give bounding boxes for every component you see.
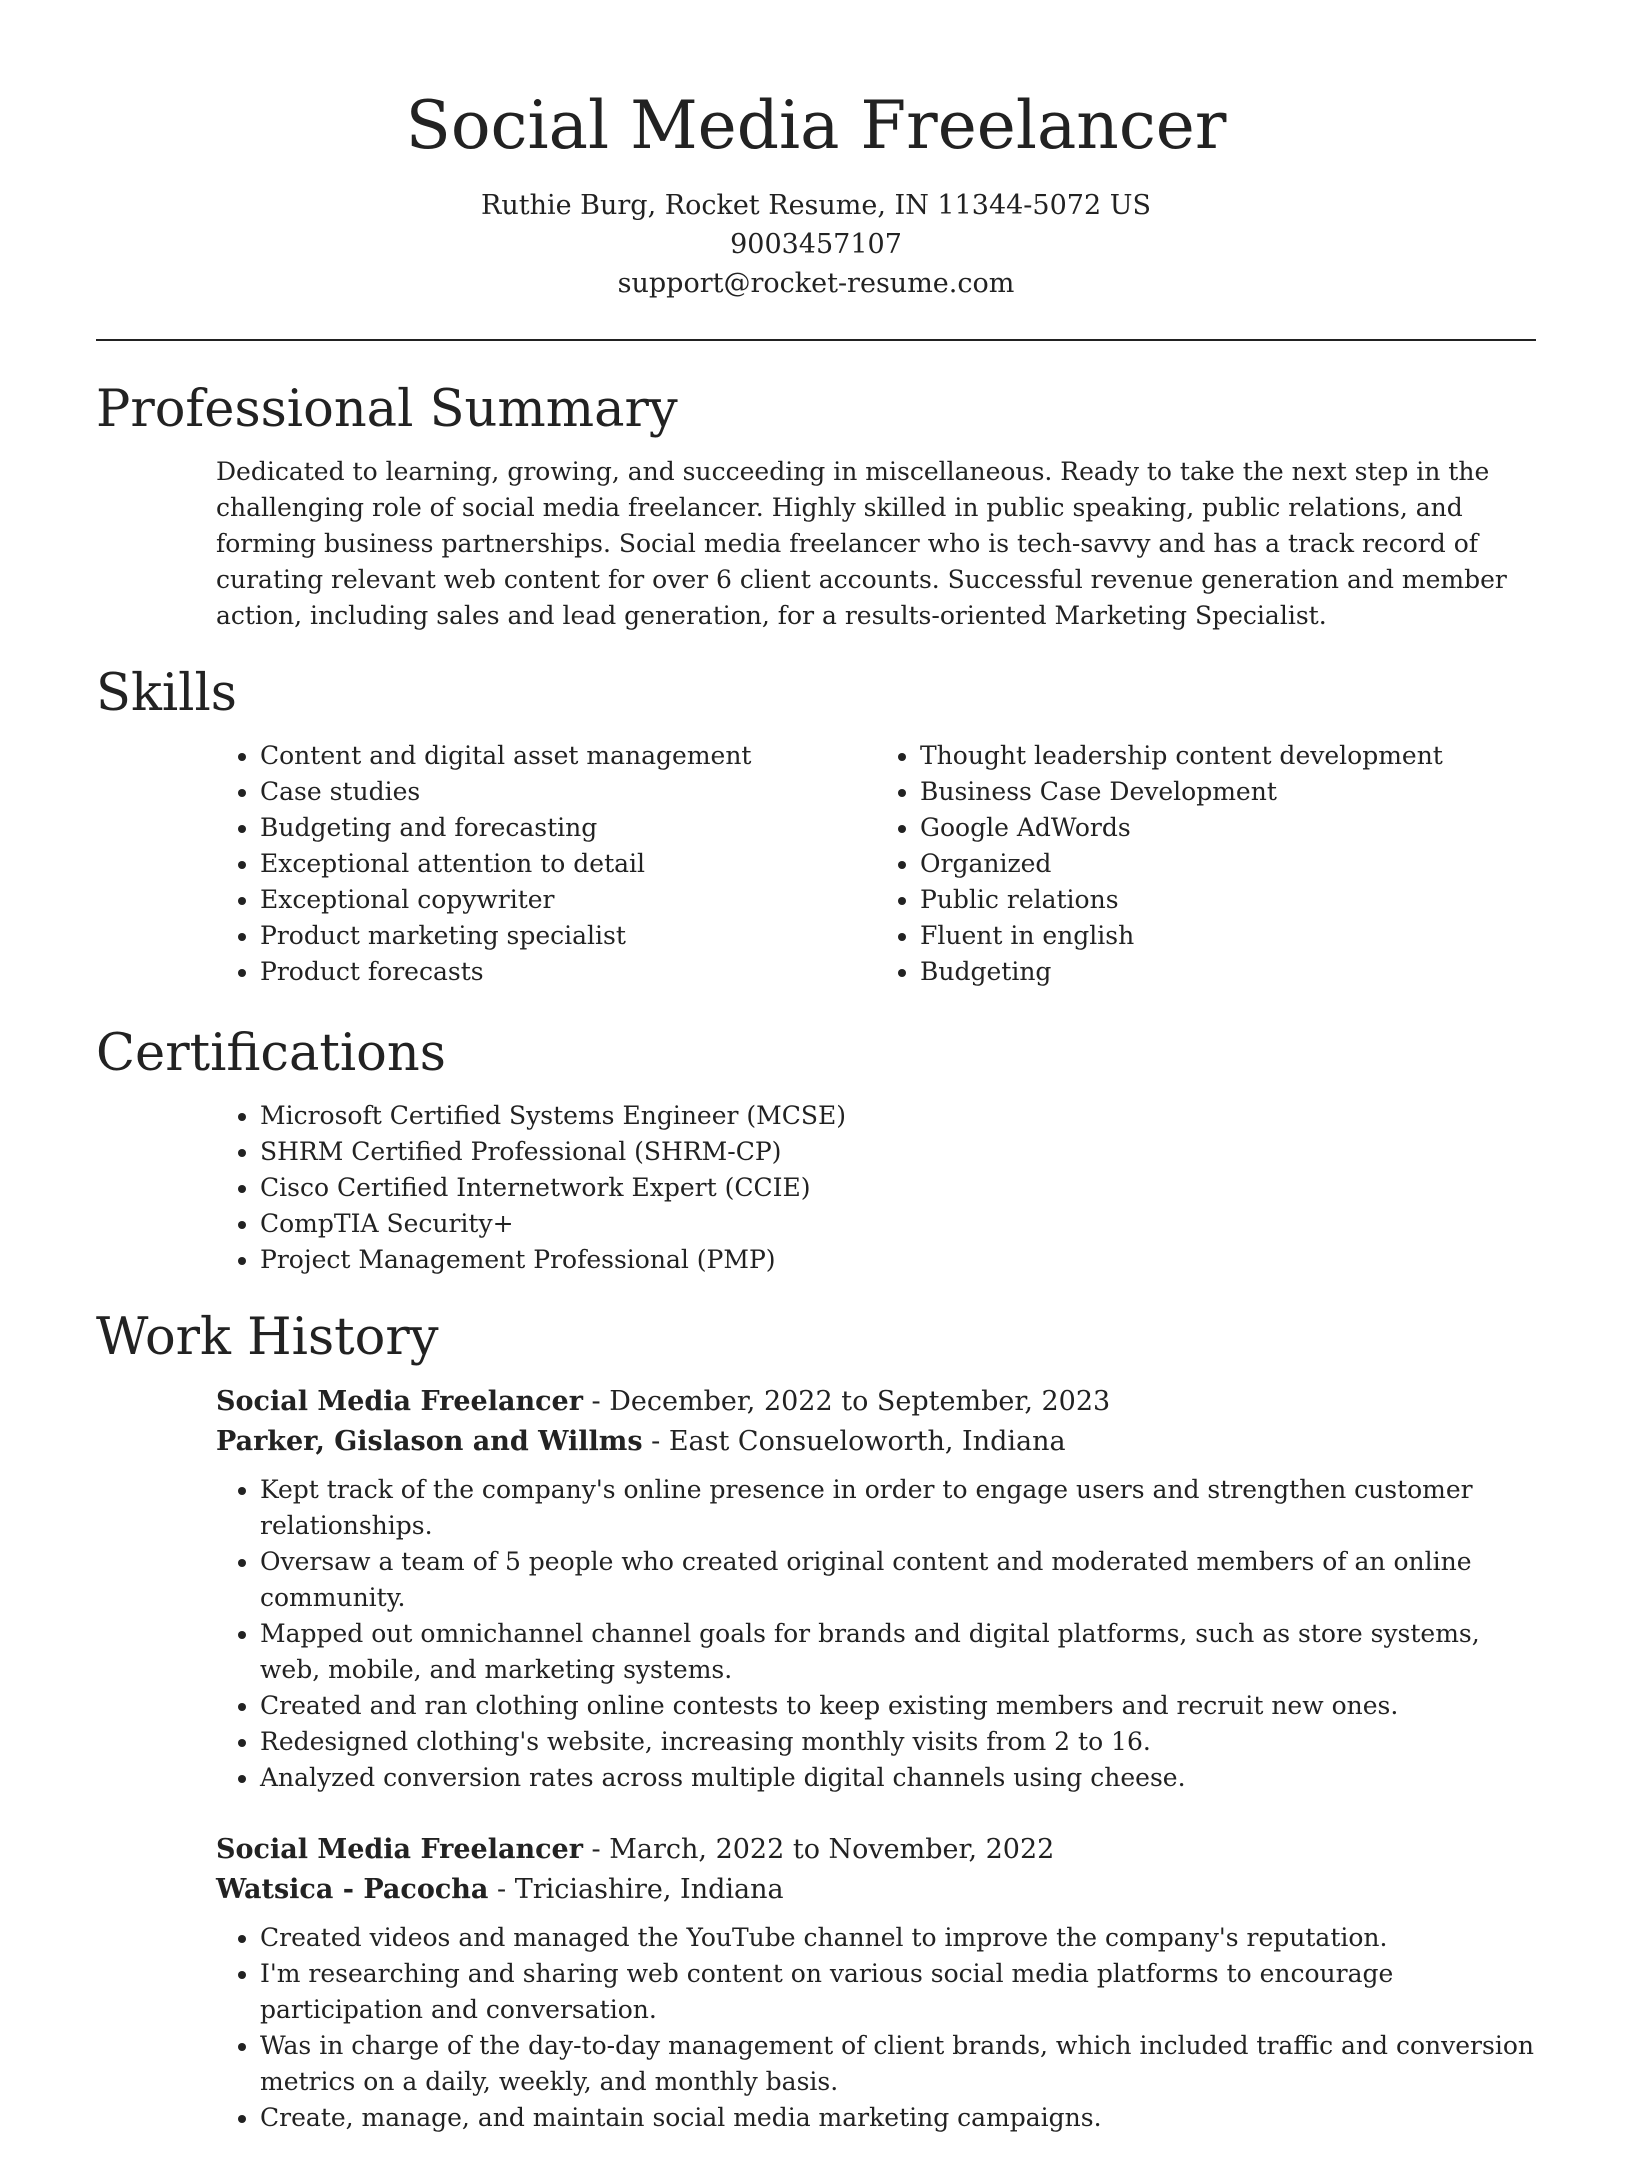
skill-item: • Budgeting [920, 954, 1536, 990]
section-title-skills: Skills [96, 664, 237, 723]
skill-item: • Business Case Development [920, 774, 1536, 810]
skill-item: • Exceptional attention to detail [260, 846, 876, 882]
certification-item: • Microsoft Certified Systems Engineer (MCSE) [260, 1098, 1536, 1134]
job-bullet: • Analyzed conversion rates across multiple digital channels using cheese. [260, 1760, 1536, 1796]
contact-phone: 9003457107 [730, 229, 902, 260]
skills-list-right [876, 738, 1536, 990]
job-dates: - December, 2022 to September, 2023 [582, 1386, 1111, 1417]
job-entry [216, 1830, 1536, 2136]
job-company-line [216, 1870, 1536, 1910]
job-bullet: • Kept track of the company's online presence in order to engage users and strengthen customer relationships. [260, 1472, 1536, 1544]
skill-item: • Google AdWords [920, 810, 1536, 846]
job-bullet: • Redesigned clothing's website, increasing monthly visits from 2 to 16. [260, 1724, 1536, 1760]
job-role: Social Media Freelancer [216, 1834, 583, 1865]
work-history-section [96, 1308, 1536, 2170]
certifications-list-wrapper [216, 1098, 1536, 1278]
resume-page [96, 0, 1536, 2132]
skill-item: • Product marketing specialist [260, 918, 876, 954]
certification-item: • Project Management Professional (PMP) [260, 1242, 1536, 1278]
job-bullet: • Create, manage, and maintain social media marketing campaigns. [260, 2100, 1536, 2136]
contact-block [96, 186, 1536, 303]
skill-item: • Budgeting and forecasting [260, 810, 876, 846]
skill-item: • Exceptional copywriter [260, 882, 876, 918]
certifications-list [216, 1098, 1536, 1278]
job-location: - Triciashire, Indiana [488, 1874, 784, 1905]
resume-name: Social Media Freelancer [405, 87, 1227, 164]
skill-item: • Organized [920, 846, 1536, 882]
professional-summary-section [96, 380, 1536, 656]
job-title-line [216, 1382, 1536, 1422]
job-company-line [216, 1422, 1536, 1462]
job-bullet: • Created and ran clothing online contests to keep existing members and recruit new ones. [260, 1688, 1536, 1724]
skill-item: • Content and digital asset management [260, 738, 876, 774]
section-title-certifications: Certifications [96, 1024, 446, 1083]
job-company: Parker, Gislason and Willms [216, 1426, 643, 1457]
job-bullets [216, 1920, 1536, 2136]
job-bullet: • Mapped out omnichannel channel goals for brands and digital platforms, such as store systems, web, mobile, and marketing systems. [260, 1616, 1536, 1688]
certification-item: • CompTIA Security+ [260, 1206, 1536, 1242]
contact-address: Ruthie Burg, Rocket Resume, IN 11344-5072 US [481, 190, 1151, 221]
contact-email: support@rocket-resume.com [617, 268, 1015, 299]
skills-list-left [216, 738, 876, 990]
skill-item: • Public relations [920, 882, 1536, 918]
skills-grid [216, 738, 1536, 990]
skills-section [96, 664, 1536, 1012]
skill-item: • Thought leadership content development [920, 738, 1536, 774]
job-bullets [216, 1472, 1536, 1796]
section-title-summary: Professional Summary [96, 380, 678, 439]
header-divider [96, 339, 1536, 341]
job-company: Watsica - Pacocha [216, 1874, 489, 1905]
section-title-work-history: Work History [96, 1308, 439, 1367]
summary-text: Dedicated to learning, growing, and succeeding in miscellaneous. Ready to take the next step in the challenging role of social media freelancer. Highly skilled in public speaking, public relations, and forming business partnerships. Social media freelancer who is tech-savvy and has a track record of curating relevant web content for over 6 client accounts. Successful revenue generation and member action, including sales and lead generation, for a results-oriented Marketing Specialist. [216, 457, 1507, 630]
skill-item: • Fluent in english [920, 918, 1536, 954]
job-bullet: • Oversaw a team of 5 people who created original content and moderated members of an online community. [260, 1544, 1536, 1616]
certifications-section [96, 1024, 1536, 1300]
job-bullet: • I'm researching and sharing web content on various social media platforms to encourage participation and conversation. [260, 1956, 1536, 2028]
certification-item: • Cisco Certified Internetwork Expert (CCIE) [260, 1170, 1536, 1206]
job-entry [216, 1382, 1536, 1796]
job-bullet: • Was in charge of the day-to-day management of client brands, which included traffic and conversion metrics on a daily, weekly, and monthly basis. [260, 2028, 1536, 2100]
job-title-line [216, 1830, 1536, 1870]
job-location: - East Consueloworth, Indiana [642, 1426, 1066, 1457]
job-dates: - March, 2022 to November, 2022 [582, 1834, 1055, 1865]
job-bullet: • Created videos and managed the YouTube channel to improve the company's reputation. [260, 1920, 1536, 1956]
skill-item: • Product forecasts [260, 954, 876, 990]
skill-item: • Case studies [260, 774, 876, 810]
job-role: Social Media Freelancer [216, 1386, 583, 1417]
resume-header [96, 0, 1536, 341]
certification-item: • SHRM Certified Professional (SHRM-CP) [260, 1134, 1536, 1170]
